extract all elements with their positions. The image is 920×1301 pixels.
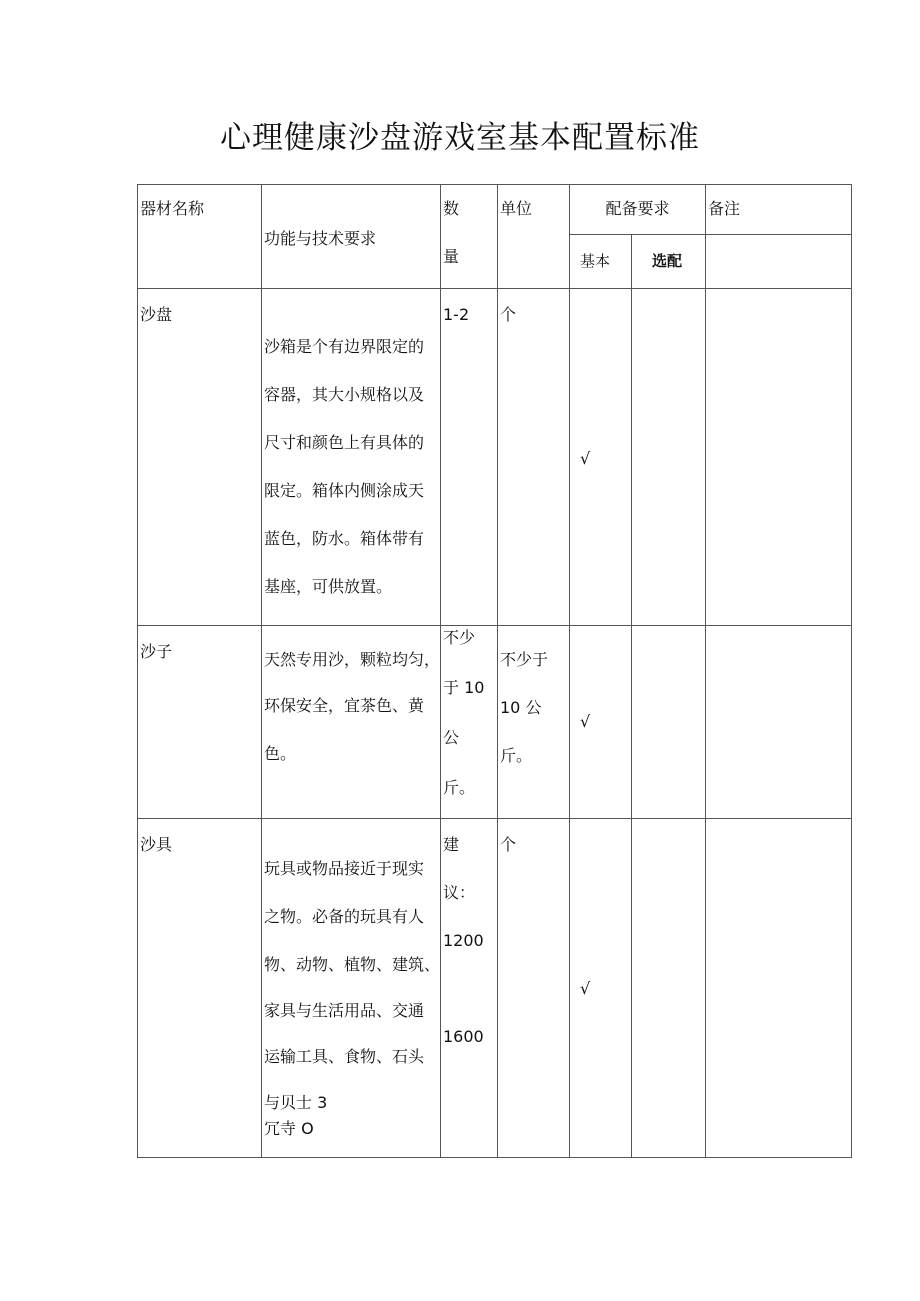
row-name: 沙子 [140, 642, 173, 661]
row-desc-line: 限定。箱体内侧涂成天 [264, 481, 425, 500]
row-unit-cell [498, 626, 570, 819]
row-desc-line: 之物。必备的玩具有人 [264, 907, 425, 926]
check-mark: √ [580, 979, 591, 998]
header-requirement-cell [570, 185, 706, 235]
row-qty-line: 1200 [443, 931, 484, 950]
row-desc-line: 与贝士 3 [264, 1093, 328, 1112]
row-basic-cell [570, 819, 632, 1158]
row-name-cell [138, 626, 262, 819]
row-desc-line: 运输工具、食物、石头 [264, 1047, 425, 1066]
row-qty-line: 不少 [443, 628, 476, 647]
row-desc-cell [262, 289, 441, 626]
row-unit-line: 不少于 [500, 650, 549, 669]
row-unit-line: 个 [500, 305, 517, 324]
row-unit-line: 斤。 [500, 746, 533, 765]
table-row [138, 819, 852, 1158]
page-title: 心理健康沙盘游戏室基本配置标准 [220, 120, 700, 156]
header-unit-cell [498, 185, 570, 289]
header-note-cell [706, 185, 852, 235]
row-desc-line: 玩具或物品接近于现实 [264, 859, 425, 878]
row-optional-cell [632, 289, 706, 626]
row-desc-line: 尺寸和颜色上有具体的 [264, 433, 425, 452]
header-note: 备注 [708, 199, 741, 218]
row-optional-cell [632, 626, 706, 819]
row-desc-line: 物、动物、植物、建筑、 [264, 955, 441, 974]
row-name: 沙具 [140, 835, 173, 854]
header-function-cell [262, 185, 441, 289]
header-qty-1: 数 [443, 199, 460, 218]
row-desc-line: 沙箱是个有边界限定的 [264, 337, 425, 356]
header-basic: 基本 [580, 252, 611, 270]
row-qty-line: 建 [443, 835, 460, 854]
row-unit-line: 个 [500, 835, 517, 854]
config-table [137, 184, 852, 1158]
row-desc-line: 家具与生活用品、交通 [264, 1001, 425, 1020]
row-desc-cell [262, 626, 441, 819]
header-optional-cell [632, 235, 706, 289]
header-optional: 选配 [652, 252, 683, 270]
header-qty-cell [441, 185, 498, 289]
check-mark: √ [580, 712, 591, 731]
header-function: 功能与技术要求 [264, 229, 377, 248]
row-basic-cell [570, 626, 632, 819]
row-note-cell [706, 289, 852, 626]
header-name-cell [138, 185, 262, 289]
row-unit-cell [498, 289, 570, 626]
row-note-cell [706, 819, 852, 1158]
row-desc-line: 环保安全，宜茶色、黄 [264, 696, 425, 715]
header-requirement: 配备要求 [605, 199, 670, 218]
row-qty-line: 1-2 [443, 305, 470, 324]
row-desc-line: 冗寺 O [264, 1119, 314, 1138]
row-unit-line: 10 公 [500, 698, 542, 717]
row-name: 沙盘 [140, 305, 173, 324]
row-desc-line: 基座，可供放置。 [264, 577, 393, 596]
row-basic-cell [570, 289, 632, 626]
row-optional-cell [632, 819, 706, 1158]
row-desc-line: 蓝色，防水。箱体带有 [264, 529, 425, 548]
table-row [138, 626, 852, 819]
header-basic-cell [570, 235, 632, 289]
header-qty-2: 量 [443, 247, 460, 266]
row-qty-cell [441, 289, 498, 626]
header-name: 器材名称 [140, 199, 205, 218]
table-row [138, 289, 852, 626]
row-qty-line: 公 [443, 728, 460, 747]
row-desc-line: 容器，其大小规格以及 [264, 385, 425, 404]
row-desc-line: 天然专用沙，颗粒均匀， [264, 650, 441, 669]
row-desc-line: 色。 [264, 744, 297, 763]
row-qty-line: 斤。 [443, 778, 476, 797]
row-qty-line: 议： [443, 883, 476, 902]
row-qty-line: 1600 [443, 1027, 484, 1046]
row-qty-cell [441, 626, 498, 819]
row-unit-cell [498, 819, 570, 1158]
row-name-cell [138, 289, 262, 626]
check-mark: √ [580, 449, 591, 468]
row-desc-cell [262, 819, 441, 1158]
row-note-cell [706, 626, 852, 819]
header-note-sub-cell [706, 235, 852, 289]
row-qty-line: 于 10 [443, 678, 485, 697]
header-unit: 单位 [500, 199, 533, 218]
row-name-cell [138, 819, 262, 1158]
row-qty-cell [441, 819, 498, 1158]
